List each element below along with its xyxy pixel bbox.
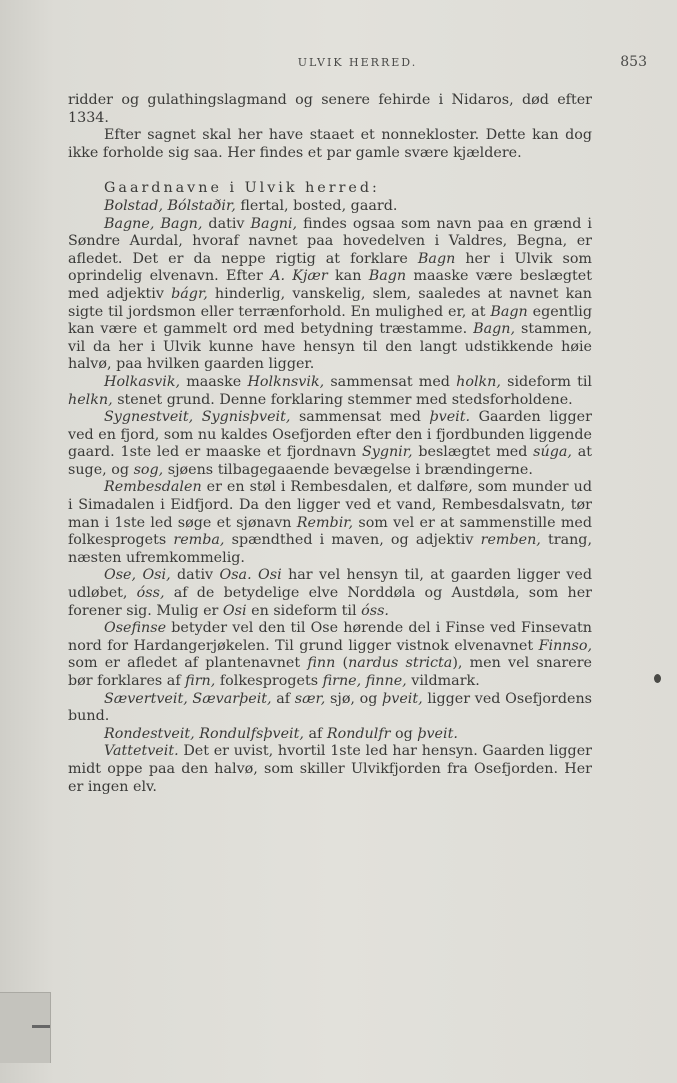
entry-text: og [390,725,418,742]
paragraph: Efter sagnet skal her have staaet et nonnekloster. Dette kan dog ikke forholde sig saa. Her findes et par gamle svære kjældere. [68,127,592,161]
entry-text: en sideform til [246,602,362,619]
body-text [68,92,592,796]
term: finn [307,655,336,672]
term: Bagn [417,250,456,267]
term: Sævertveit, Sævarþeit, [104,690,272,707]
term: Rondulfr [326,725,391,742]
term: Bagn [368,268,407,285]
entry-rembesdalen [68,479,592,567]
term: firne, finne, [322,673,407,689]
entry-text: stammen, vil da her i Ulvik kunne have hensyn til den langt udstikkende høie halvø, paa hvilken gaarden ligger. [68,321,592,373]
term: þveit, [382,690,423,707]
term: óss. [361,602,389,619]
term: remba, [173,532,225,549]
entry-text: vildmark. [406,673,480,689]
term: Osi [258,567,282,584]
entry-vattetveit [68,743,592,796]
term: Bagni, [250,215,298,232]
term: bágr, [171,285,208,302]
entry-holkasvik [68,374,592,409]
term: sog, [133,461,164,478]
spacer [68,162,592,180]
entry-text: spændthed i maven, og adjektiv [224,532,481,549]
term: Holknsvik, [247,373,325,390]
entry-text: har vel hensyn til, at gaarden ligger ved udløbet, [68,567,592,602]
paragraph: ridder og gulathingslagmand og senere fehirde i Nidaros, død efter 1334. [68,92,592,126]
entry-text: dativ [170,567,220,584]
entry-text: findes ogsaa som navn paa en grænd i Søndre Aurdal, hvoraf navnet paa hovedelven i Valdres, Begna, er afledet. Det er da neppe rigtig at forklare [68,215,592,267]
entry-text: dativ [202,215,251,232]
entry-text: folkesprogets [215,673,323,689]
entry-text: maaske [180,373,248,390]
entry-text: egentlig kan være et gammelt ord med betydning træstamme. [68,303,592,338]
term: firn, [185,673,216,689]
term: Rondestveit, Rondulfsþveit, [104,725,304,742]
entry-text: betyder vel den til Ose hørende del i Finse ved Finsevatn nord for Hardangerjøkelen. Til grund ligger vistnok elvenavnet [68,620,592,654]
entry-text: sjø, og [325,690,383,707]
term: súga, [533,444,572,461]
term: þveit. [429,409,471,426]
entry-text: kan [327,268,369,285]
term: holkn, [456,373,501,390]
term: Osi [222,602,247,619]
entry-text: stenet grund. Denne forklaring stemmer med stedsforholdene. [112,391,573,408]
page-number: 853 [620,54,647,70]
term: Sygnestveit, Sygnisþveit, [104,409,291,426]
term: Ose, Osi, [104,567,171,584]
term: Bagn [490,303,528,320]
entry-text: som er afledet af plantenavnet [68,655,308,672]
ink-dot [654,674,661,683]
term: Rembir, [296,514,354,531]
entry-text: maaske være beslægtet med adjektiv [68,268,593,302]
term: Osefinse [104,620,167,637]
entry-text: ( [335,655,349,672]
entry-bagne [68,216,592,374]
entry-text: ligger ved Osefjordens bund. [68,690,592,725]
term: Finnso, [538,637,592,654]
entry-text: hinderlig, vanskelig, slem, saaledes at navnet kan sigte til jordsmon eller terrænforhold. En mulighed er, at [68,285,592,320]
entry-text: som vel er at sammenstille med folkesprogets [68,514,592,549]
entry-sygnestveit [68,409,592,479]
entry-text: Det er uvist, hvortil 1ste led har hensyn. Gaarden ligger midt oppe paa den halvø, som skiller Ulvikfjorden fra Osefjorden. Her er ingen elv. [68,743,592,795]
term: remben, [480,532,541,549]
entry-text: af [303,725,327,742]
entry-rondestveit [68,726,592,744]
term: þveit. [417,725,458,742]
running-title: ULVIK HERRED. [297,56,418,69]
entry-text: er en støl i Rembesdalen, et dalføre, som munder ud i Simadalen i Eidfjord. Da den ligger ved et vand, Rembesdalsvatn, tør man i 1ste led søge et sjønavn [68,479,592,531]
entry-ose [68,567,592,620]
entry-text: sjøens tilbagegaaende bevægelse i brændingerne. [163,461,533,478]
term: óss, [136,585,165,602]
term: Sygnir, [361,444,413,461]
entry-text: beslægtet med [412,444,534,461]
entry-text: ), men vel snarere bør forklares af [68,655,593,689]
entry-osefinse [68,620,592,690]
entry-text: sammensat med [324,373,457,390]
entry-text: at suge, og [68,444,592,478]
entry-text: flertal, bosted, gaard. [235,197,398,214]
entry-text: sammensat med [290,409,430,426]
entry-text: af de betydelige elve Norddøla og Austdøla, som her forener sig. Mulig er [68,585,592,619]
term: A. Kjær [270,268,328,285]
term: nardus stricta [348,655,453,672]
entry-text: Gaarden ligger ved en fjord, som nu kaldes Osefjorden efter den i fjordbunden liggende gaard. 1ste led er maaske et fjordnavn [68,409,592,461]
term: sær, [294,690,326,707]
page-header [68,56,647,76]
entry-text: af [271,690,295,707]
section-heading: Gaardnavne i Ulvik herred: [104,180,380,197]
entry-saevertveit [68,691,592,726]
term: Holkasvik, [104,373,181,390]
entry-text: her i Ulvik som oprindelig elvenavn. Efter [68,250,592,285]
edge-tab-mark [32,1025,50,1028]
entry-text: trang, næsten ufremkommelig. [68,532,592,566]
entry-bolstad [68,198,592,216]
term: Rembesdalen [104,479,202,496]
term: Bagne, Bagn, [104,215,203,232]
term: helkn, [68,391,113,408]
term: Bagn, [473,321,516,338]
entry-text: sideform til [500,373,592,390]
term: Bolstad, Bólstaðir, [104,197,236,214]
term: Osa. [219,567,252,584]
term: Vattetveit. [104,743,179,760]
